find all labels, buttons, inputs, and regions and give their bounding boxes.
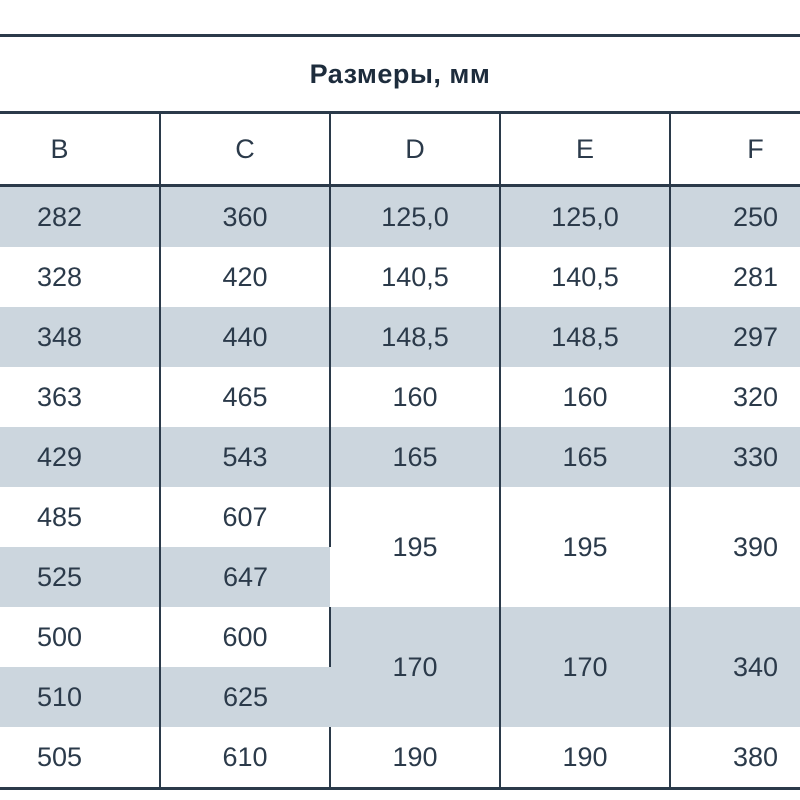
- cell-c: 600: [160, 607, 330, 667]
- cell-c: 647: [160, 547, 330, 607]
- cell-b: 429: [0, 427, 160, 487]
- cell-e: 190: [500, 727, 670, 789]
- cell-e: 160: [500, 367, 670, 427]
- table-row: [0, 186, 800, 248]
- cell-f: 340: [670, 607, 800, 727]
- cell-c: 543: [160, 427, 330, 487]
- cell-b: 505: [0, 727, 160, 789]
- cell-d: 160: [330, 367, 500, 427]
- dimensions-table: [0, 34, 800, 790]
- cell-b: 500: [0, 607, 160, 667]
- cell-b: 328: [0, 247, 160, 307]
- table-title-row: [0, 36, 800, 113]
- cell-b: 525: [0, 547, 160, 607]
- column-header-f: F: [670, 113, 800, 186]
- cell-f: 320: [670, 367, 800, 427]
- column-header-c: C: [160, 113, 330, 186]
- column-header-d: D: [330, 113, 500, 186]
- cell-d: 140,5: [330, 247, 500, 307]
- column-header-e: E: [500, 113, 670, 186]
- cell-b: 363: [0, 367, 160, 427]
- cell-b: 348: [0, 307, 160, 367]
- cell-e: 165: [500, 427, 670, 487]
- table-row: [0, 247, 800, 307]
- cell-e: 140,5: [500, 247, 670, 307]
- table-row: [0, 427, 800, 487]
- table-row: [0, 727, 800, 789]
- cell-b: 485: [0, 487, 160, 547]
- column-header-b: B: [0, 113, 160, 186]
- table-row: [0, 607, 800, 667]
- cell-e: 170: [500, 607, 670, 727]
- cell-b: 510: [0, 667, 160, 727]
- cell-f: 297: [670, 307, 800, 367]
- cell-d: 165: [330, 427, 500, 487]
- cell-c: 610: [160, 727, 330, 789]
- cell-f: 330: [670, 427, 800, 487]
- cell-c: 440: [160, 307, 330, 367]
- cell-f: 380: [670, 727, 800, 789]
- cell-c: 465: [160, 367, 330, 427]
- table-header-row: [0, 113, 800, 186]
- table-body: [0, 186, 800, 789]
- cell-d: 190: [330, 727, 500, 789]
- cell-e: 195: [500, 487, 670, 607]
- cell-b: 282: [0, 186, 160, 248]
- cell-f: 390: [670, 487, 800, 607]
- cell-d: 195: [330, 487, 500, 607]
- cell-c: 360: [160, 186, 330, 248]
- table-title: Размеры, мм: [0, 36, 800, 113]
- cell-d: 148,5: [330, 307, 500, 367]
- cell-c: 607: [160, 487, 330, 547]
- cell-c: 625: [160, 667, 330, 727]
- table-row: [0, 367, 800, 427]
- cell-f: 281: [670, 247, 800, 307]
- table-row: [0, 307, 800, 367]
- cell-e: 148,5: [500, 307, 670, 367]
- cell-e: 125,0: [500, 186, 670, 248]
- cell-d: 170: [330, 607, 500, 727]
- table-row: [0, 487, 800, 547]
- cell-c: 420: [160, 247, 330, 307]
- cell-d: 125,0: [330, 186, 500, 248]
- cell-f: 250: [670, 186, 800, 248]
